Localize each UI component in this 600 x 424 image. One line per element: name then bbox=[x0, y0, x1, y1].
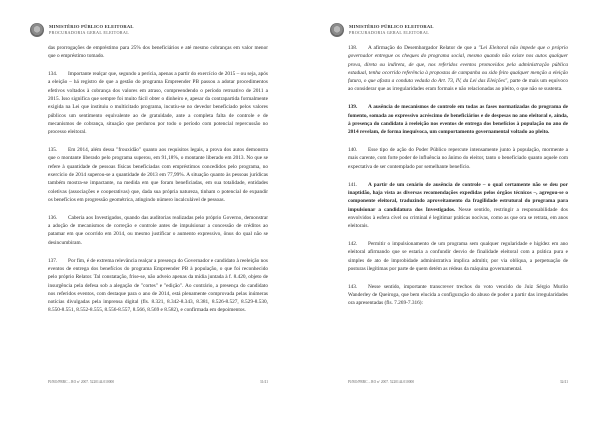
org-line1: MINISTÉRIO PÚBLICO ELEITORAL bbox=[49, 24, 134, 30]
paragraph-number: 142. bbox=[348, 241, 358, 248]
page-footer bbox=[48, 380, 268, 384]
paragraph-number: 138. bbox=[348, 45, 358, 51]
paragraph bbox=[348, 240, 568, 273]
paragraph-text: Por fim, é de extrema relevância realçar a presença do Governador e candidato à reeleição nos eventos de entrega dos benefícios do programa Empreender PB à população, o que foi reconhecido pelo próprio Relator. Tal constatação, frise-se, não adveio apenas da mídia juntada à f. 8.420, objeto de insurgência pela defesa sob a alegação de "cortes" e "edição". Ao contrário, a presença do candidato nos referidos eventos, com destaque para o ano de 2014, está plenamente comprovada pelas inúmeras notícias divulgadas pela imprensa digital (fls. 8.321, 8.342-8.343, 8.381, 8.526-8.527, 8.529-8.530, 8.550-8.551, 8.552-8.555, 8.556-8.557, 8.566, 8.569 e 8.582), e confirmada em depoimentos. bbox=[48, 257, 268, 314]
paragraph-number: 140. bbox=[348, 147, 358, 154]
org-line2: PROCURADORIA GERAL ELEITORAL bbox=[49, 29, 130, 35]
paragraph-number: 141. bbox=[348, 181, 358, 188]
paragraph bbox=[348, 181, 568, 231]
organization-name bbox=[349, 25, 434, 35]
paragraph-bold-text: A partir de um cenário de ausência de controle – o qual certamente não se deu por inaptidão, haja vista as diversas recomendações expedidas pelos órgãos técnicos –, agregou-se o componente eleitoral, traduzindo aproveitamento da fragilidade estrutural do programa para impulsionar a candidatura dos Investigados. bbox=[348, 181, 568, 213]
paragraph-number: 137. bbox=[48, 257, 58, 264]
paragraph-number: 143. bbox=[348, 283, 358, 290]
paragraph-number: 135. bbox=[48, 147, 58, 154]
paragraph bbox=[348, 103, 568, 136]
paragraph-text: Esse tipo de ação do Poder Público repercute intensamente junto à população, mormente a mais carente, com forte poder de influência no ânimo do eleitor, tanto o beneficiado quanto aquele com expectativa de ser contemplado por semelhante benefício. bbox=[348, 147, 568, 170]
coat-of-arms-icon bbox=[30, 23, 44, 37]
paragraph-text: , parte de mais um equívoco ao considerar que as irregularidades eram formais e não relacionadas ao pleito, o que não se sustenta. bbox=[348, 78, 568, 93]
paragraph-number: 136. bbox=[48, 214, 58, 221]
organization-name bbox=[49, 25, 134, 35]
paragraph bbox=[348, 283, 568, 308]
footer-reference: PJ/RO/PRRC – RO nº 2007. 5220144.010000 bbox=[48, 380, 115, 384]
paragraph bbox=[48, 257, 268, 315]
paragraph-text: das prorrogações de empréstimo para 25% dos beneficiários e até mesmo cobranças em valor menor que o empréstimo tomado. bbox=[48, 45, 268, 60]
page-body bbox=[348, 44, 568, 317]
paragraph bbox=[48, 214, 268, 247]
paragraph-text: Permitir o impulsionamento de um programa sem qualquer regularidade e higidez em ano eleitoral afirmando que se estaria a confundir desvio de finalidade eleitoral com a prática pura e simples de ato de improbidade administrativa implica admitir, por via oblíqua, a perpetuação de posturas ilegítimas por parte de quem detém as rédeas da máquina governamental. bbox=[348, 241, 568, 272]
paragraph-text: Caberia aos Investigados, quando das auditorias realizadas pelo próprio Governo, demonstrar a adoção de mecanismos de correção e controle antes de impulsionar a concessão de créditos ao patamar em que ocorrido em 2014, ou mesmo justificar o aumento expressivo, ônus do qual não se desincumbiram. bbox=[48, 214, 268, 246]
paragraph-text: Importante realçar que, segundo a perícia, apenas a partir do exercício de 2015 – ou seja, após a eleição – há registro de que a gestão do programa Empreender PB passou a adotar procedimentos efetivos voltados à cobrança dos valores em atraso, compreendendo o período retroativo de 2011 a 2015. Isso significa que sempre foi muito fácil obter o dinheiro e, apesar da contrapartida formalmente exigida na Lei que instituiu o multicitado programa, incutiu-se no devedor beneficiado pelos valores públicos um sentimento equivalente ao de gratuidade, ante a completa falta de controle e de mecanismos de cobrança, situação que perdurou por todo o período com potencial repercussão no processo eleitoral. bbox=[48, 71, 268, 136]
page-right bbox=[300, 0, 600, 424]
quoted-text: "Lei Eleitoral não impede que o próprio governador entregue os cheques do programa social, mesmo quando não existe nos autos qualquer prova, direta ou indireta, de que, nos referidos eventos promovidos pela administração pública estadual, tenha ocorrido referência à propostas de campanha ou sido feito qualquer menção a eleição futura, o que afasta a conduta vedada do Art. 73, IV, da Lei das Eleições" bbox=[348, 45, 568, 85]
page-footer bbox=[348, 380, 568, 384]
paragraph bbox=[48, 70, 268, 136]
paragraph bbox=[348, 146, 568, 171]
paragraph-number: 134. bbox=[48, 71, 58, 78]
paragraph-text: Nesse sentido, importante transcrever trechos do voto vencido do Juiz Sérgio Murilo Wanderley de Queiroga, que bem elucida a configuração do abuso de poder a partir das irregularidades ora apresentadas (fls. 7.269-7.316): bbox=[348, 283, 568, 307]
paragraph-text: A afirmação do Desembargador Relator de que a bbox=[368, 45, 479, 51]
paragraph-text: Nesse sentido, restringir a responsabilidade dos envolvidos à esfera cível ou criminal é legitimar práticas nocivas, como as que ora se retrata, em anos eleitorais. bbox=[348, 206, 568, 230]
org-line2: PROCURADORIA GERAL ELEITORAL bbox=[349, 29, 430, 35]
page-header bbox=[330, 23, 434, 37]
page-number: 32/41 bbox=[559, 380, 568, 384]
footer-reference: PJ/RO/PRRC – RO nº 2007. 5220144.010000 bbox=[348, 380, 415, 384]
paragraph bbox=[348, 44, 568, 94]
page-number: 31/41 bbox=[259, 380, 268, 384]
page-body bbox=[48, 44, 268, 324]
paragraph-number: 139. bbox=[348, 104, 358, 111]
page-header bbox=[30, 23, 134, 37]
org-line1: MINISTÉRIO PÚBLICO ELEITORAL bbox=[349, 24, 434, 30]
paragraph-text: A ausência de mecanismos de controle em todas as fases normatizadas do programa de fomento, somada ao expressivo acréscimo de beneficiários e de despesas no ano eleitoral e, ainda, à presença do candidato à reeleição nos eventos de entrega dos benefícios à população no ano de 2014 revelam, de forma inequívoca, um comportamento governamental voltado ao pleito. bbox=[348, 104, 568, 136]
paragraph-text: Em 2014, além dessa "frouxidão" quanto aos requisitos legais, a prova dos autos demonstra que o montante liberado pelo programa superou, em 91,18%, o montante liberado em 2013. No que se refere à quantidade de pessoas físicas beneficiadas com empréstimos concedidos pelo programa, no exercício de 2014 superou-se a quantidade de 2013 em 77,99%. A situação quanto às pessoas jurídicas também mostra-se impactante, na medida em que foram beneficiadas, em sua totalidade, entidades coletivas (associações e cooperativas) que, dada sua própria natureza, tinham o potencial de expandir os benefícios em progressão geométrica, atingindo número incalculável de pessoas. bbox=[48, 147, 268, 203]
paragraph bbox=[48, 44, 268, 61]
coat-of-arms-icon bbox=[330, 23, 344, 37]
paragraph bbox=[48, 146, 268, 204]
